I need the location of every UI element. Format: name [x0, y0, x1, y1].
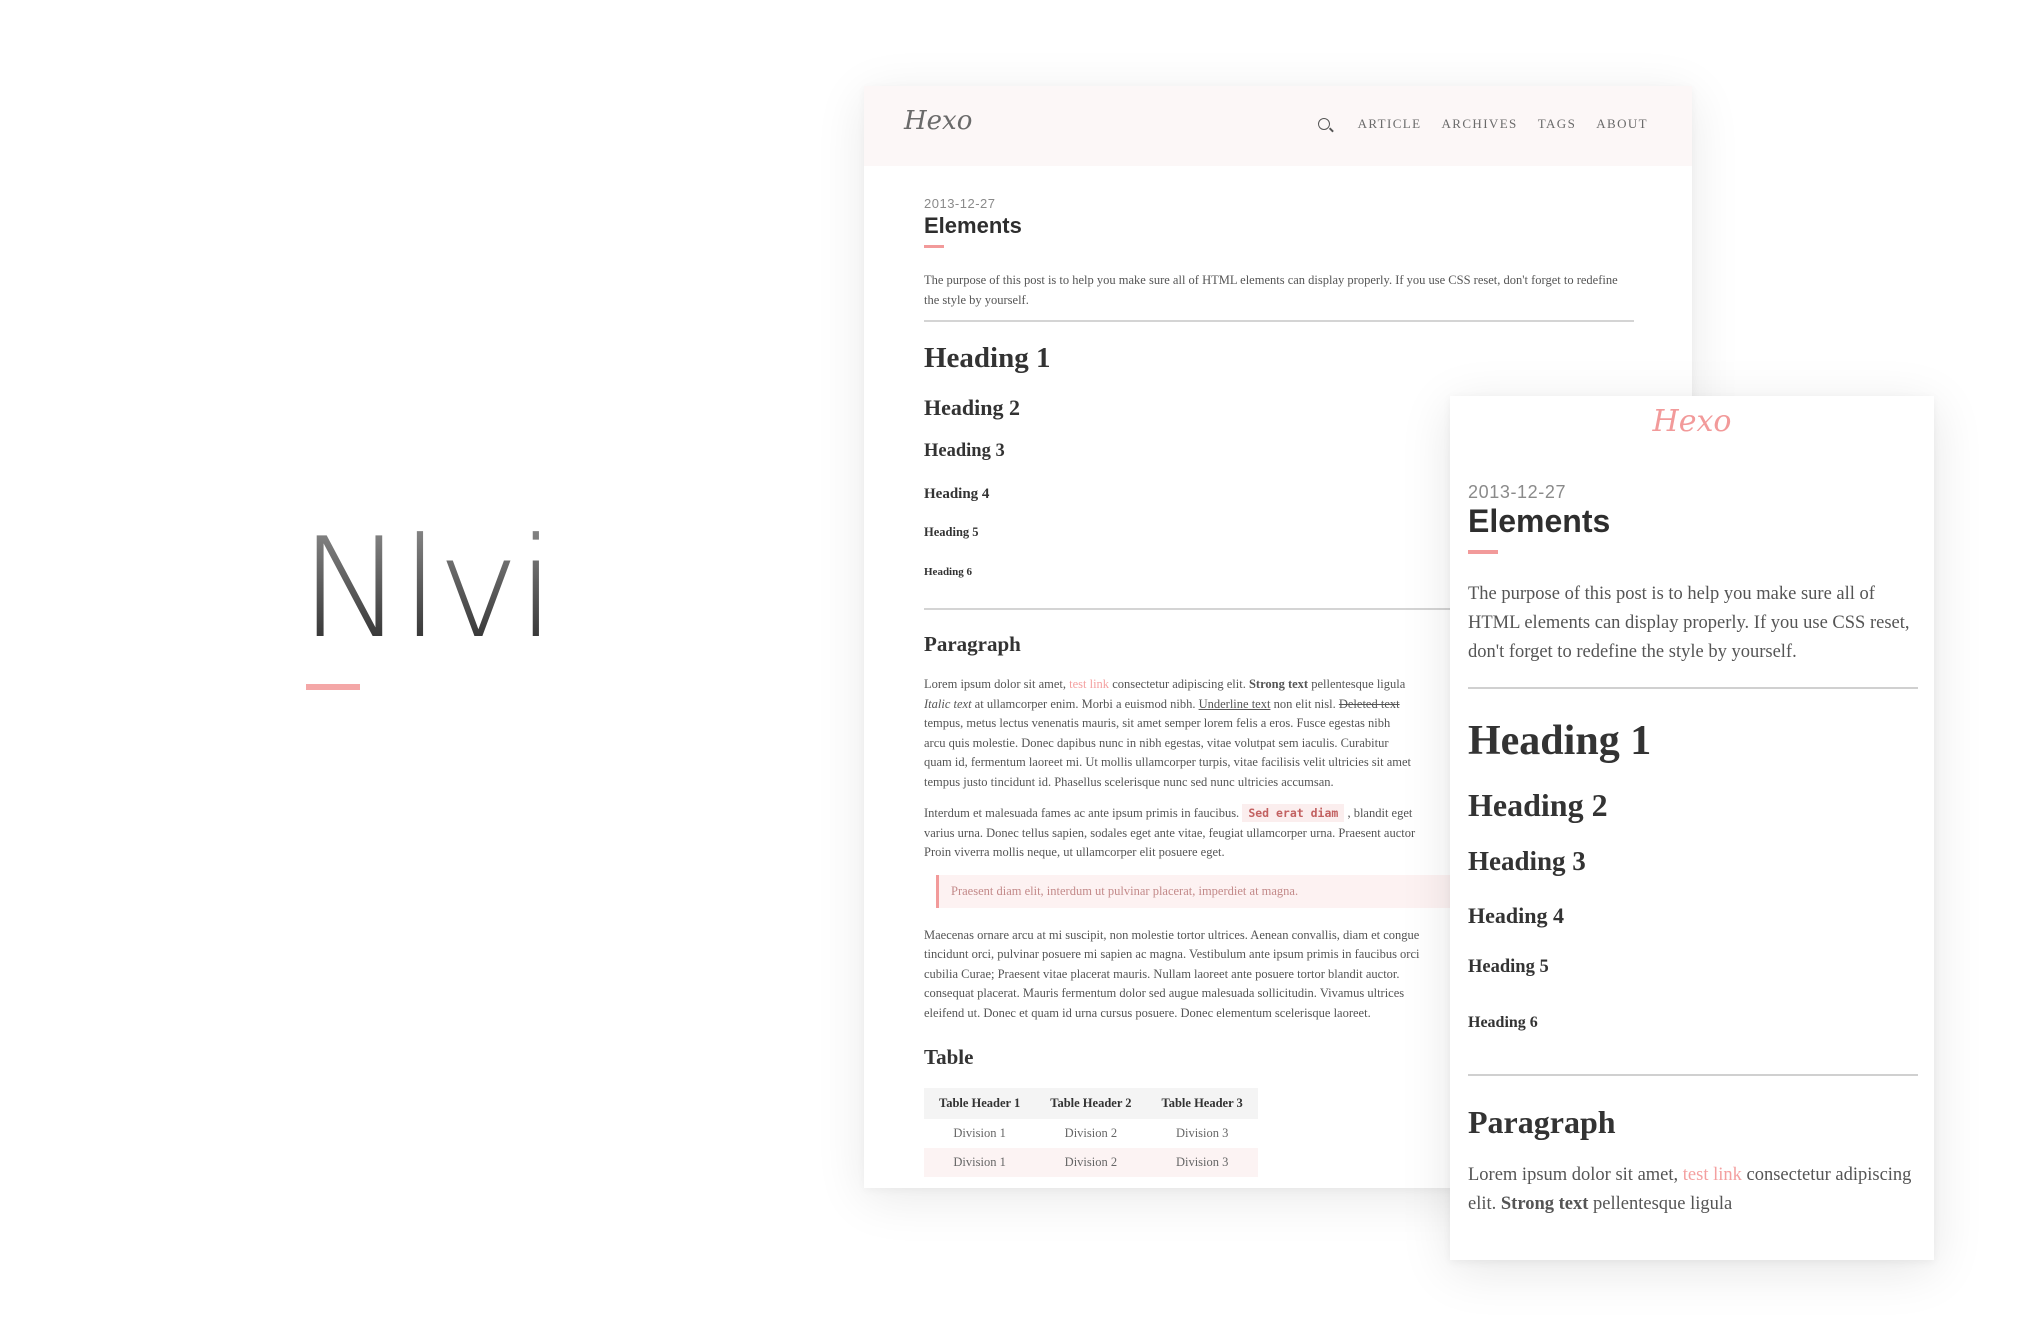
mobile-strong-text: Strong text	[1500, 1194, 1589, 1214]
mobile-heading-1: Heading 1	[1468, 718, 1652, 764]
table-cell: Division 3	[1175, 1126, 1229, 1140]
mobile-title-underline	[1468, 550, 1498, 554]
paragraph-heading: Paragraph	[924, 632, 1021, 656]
heading-4: Heading 4	[924, 486, 990, 502]
table-cell: Division 3	[1147, 1148, 1258, 1177]
inline-code: Sed erat diam	[1242, 804, 1344, 822]
heading-6: Heading 6	[924, 566, 972, 578]
data-table	[924, 1088, 1258, 1177]
table-cell: Division 1	[924, 1148, 1035, 1177]
divider	[1468, 687, 1918, 689]
table-cell: Division 2	[1064, 1126, 1118, 1140]
mobile-post-title: Elements	[1468, 503, 1611, 539]
post-title: Elements	[924, 213, 1022, 238]
mobile-heading-3: Heading 3	[1468, 846, 1586, 876]
mobile-site-logo[interactable]: Hexo	[1652, 404, 1732, 439]
paragraph-1: Lorem ipsum dolor sit amet, test link consectetur adipiscing elit. Strong text pellentesque ligula Italic text at ullamcorper enim. Morbi a euismod nibh. Underline text non elit nisl. Deleted text tempus, metus lectus venenatis mauris, sit amet semper lorem felis a eros. Fusce egestas nibh arcu quis molestie. Donec dapibus nunc in nibh egestas, vitae volutpat sem iaculis. Curabitur quam id, fermentum laoreet mi. Ut mollis ullamcorper turpis, vitae facilisis velit ultricies sit amet tempus justo tincidunt id. Phasellus scelerisque nunc sed nunc ultricies accumsan.	[924, 677, 1412, 789]
strong-text: Strong text	[1248, 677, 1309, 691]
divider	[1468, 1074, 1918, 1076]
title-underline	[924, 245, 944, 248]
table-header-row	[924, 1088, 1258, 1119]
table-header: Table Header 3	[1147, 1088, 1258, 1119]
mobile-paragraph-1: Lorem ipsum dolor sit amet, test link consectetur adipiscing elit. Strong text pellentesque ligula	[1468, 1165, 1912, 1214]
brand-name: Nlvi	[300, 508, 554, 669]
nav-article[interactable]: ARTICLE	[1357, 116, 1422, 131]
table-header: Table Header 2	[1035, 1088, 1146, 1119]
site-logo[interactable]: Hexo	[904, 106, 973, 136]
mobile-test-link[interactable]: test link	[1682, 1165, 1742, 1185]
heading-5: Heading 5	[924, 525, 979, 539]
table-cell: Division 1	[953, 1126, 1006, 1140]
italic-text: Italic text	[924, 696, 972, 711]
brand-accent-bar	[306, 684, 360, 690]
heading-1: Heading 1	[924, 342, 1051, 374]
mobile-paragraph-heading: Paragraph	[1468, 1104, 1616, 1140]
nav-about[interactable]: ABOUT	[1596, 116, 1648, 131]
heading-2: Heading 2	[924, 395, 1020, 420]
mobile-post-content	[1468, 482, 1918, 1219]
mobile-heading-4: Heading 4	[1468, 903, 1564, 928]
search-icon[interactable]	[1318, 118, 1330, 130]
table-row	[924, 1119, 1258, 1148]
table-heading: Table	[924, 1045, 974, 1069]
nav-menu	[1318, 116, 1648, 132]
mobile-preview	[1450, 396, 1934, 1260]
divider	[924, 320, 1634, 322]
mobile-heading-5: Heading 5	[1468, 957, 1549, 977]
table-cell: Division 2	[1035, 1148, 1146, 1177]
mobile-post-date: 2013-12-27	[1468, 482, 1567, 502]
nav-tags[interactable]: TAGS	[1537, 116, 1577, 131]
underline-text: Underline text	[1198, 696, 1271, 711]
mobile-heading-6: Heading 6	[1468, 1014, 1538, 1031]
heading-3: Heading 3	[924, 441, 1005, 461]
post-intro: The purpose of this post is to help you make sure all of HTML elements can display properly. If you use CSS reset, don't forget to redefine the style by yourself.	[924, 273, 1618, 307]
mobile-post-intro: The purpose of this post is to help you make sure all of HTML elements can display properly. If you use CSS reset, don't forget to redefine the style by yourself.	[1468, 584, 1910, 662]
brand	[300, 508, 554, 690]
desktop-navbar	[864, 86, 1692, 166]
table-row	[924, 1148, 1258, 1177]
deleted-text: Deleted text	[1338, 696, 1400, 711]
blockquote: Praesent diam elit, interdum ut pulvinar placerat, imperdiet at magna.	[936, 875, 1503, 908]
paragraph-3: Maecenas ornare arcu at mi suscipit, non molestie tortor ultrices. Aenean convallis, diam et congue tincidunt orci, pulvinar posuere mi sapien ac magna. Vestibulum ante ipsum primis in faucibus orci cubilia Curae; Praesent vitae placerat mauris. Nullam laoreet ante posuere tortor blandit auctor. consequat placerat. Mauris fermentum dolor sed augue malesuada sollicitudin. Vivamus ultrices eleifend ut. Donec et quam id urna cursus posuere. Donec elementum scelerisque laoreet.	[924, 927, 1420, 1020]
post-date: 2013-12-27	[924, 196, 996, 211]
table-header: Table Header 1	[924, 1088, 1035, 1119]
paragraph-2: Interdum et malesuada fames ac ante ipsum primis in faucibus. Sed erat diam , blandit eget varius urna. Donec tellus sapien, sodales eget ante vitae, feugiat ullamcorper urna. Praesent auctor Proin viverra mollis neque, ut ullamcorper elit posuere eget.	[924, 806, 1416, 859]
test-link[interactable]: test link	[1069, 677, 1110, 691]
mobile-heading-2: Heading 2	[1468, 787, 1608, 823]
nav-archives[interactable]: ARCHIVES	[1441, 116, 1518, 131]
